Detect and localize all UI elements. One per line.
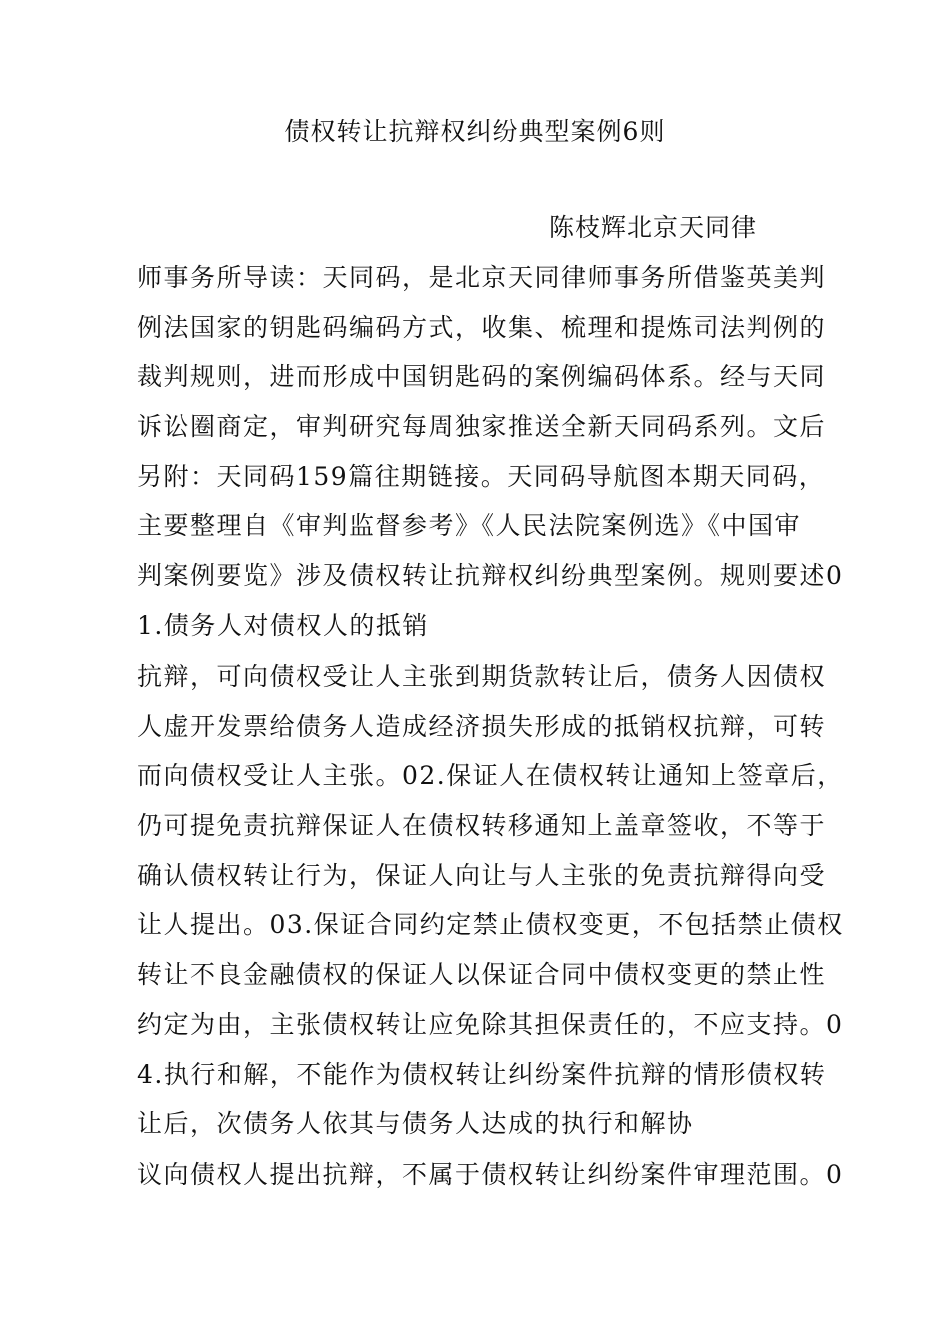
body-line-16: 约定为由，主张债权转让应免除其担保责任的，不应支持。0 xyxy=(137,1010,844,1039)
body-line-1: 师事务所导读：天同码，是北京天同律师事务所借鉴英美判 xyxy=(137,263,827,292)
body-line-15: 转让不良金融债权的保证人以保证合同中债权变更的禁止性 xyxy=(137,960,827,989)
author-line: 陈枝辉北京天同律 xyxy=(549,213,758,242)
body-line-2: 例法国家的钥匙码编码方式，收集、梳理和提炼司法判例的 xyxy=(137,313,827,342)
body-line-12: 仍可提免责抗辩保证人在债权转移通知上盖章签收，不等于 xyxy=(137,811,827,840)
body-line-19: 议向债权人提出抗辩，不属于债权转让纠纷案件审理范围。0 xyxy=(137,1160,844,1189)
body-line-5: 另附：天同码159篇往期链接。天同码导航图本期天同码， xyxy=(137,462,826,491)
body-line-18: 让后，次债务人依其与债务人达成的执行和解协 xyxy=(137,1109,694,1138)
body-line-3: 裁判规则，进而形成中国钥匙码的案例编码体系。经与天同 xyxy=(137,362,827,391)
body-line-9: 抗辩，可向债权受让人主张到期货款转让后，债务人因债权 xyxy=(137,662,827,691)
body-line-10: 人虚开发票给债务人造成经济损失形成的抵销权抗辩，可转 xyxy=(137,712,827,741)
document-title: 债权转让抗辩权纠纷典型案例6则 xyxy=(284,117,666,146)
body-line-13: 确认债权转让行为，保证人向让与人主张的免责抗辩得向受 xyxy=(137,861,827,890)
body-line-14: 让人提出。03.保证合同约定禁止债权变更，不包括禁止债权 xyxy=(137,910,844,939)
body-line-4: 诉讼圈商定，审判研究每周独家推送全新天同码系列。文后 xyxy=(137,412,827,441)
body-line-8: 1.债务人对债权人的抵销 xyxy=(137,611,429,640)
body-line-7: 判案例要览》涉及债权转让抗辩权纠纷典型案例。规则要述0 xyxy=(137,561,844,590)
body-line-11: 而向债权受让人主张。02.保证人在债权转让通知上签章后， xyxy=(137,761,844,790)
body-line-6: 主要整理自《审判监督参考》《人民法院案例选》《中国审 xyxy=(137,511,802,540)
body-line-17: 4.执行和解，不能作为债权转让纠纷案件抗辩的情形债权转 xyxy=(137,1060,827,1089)
